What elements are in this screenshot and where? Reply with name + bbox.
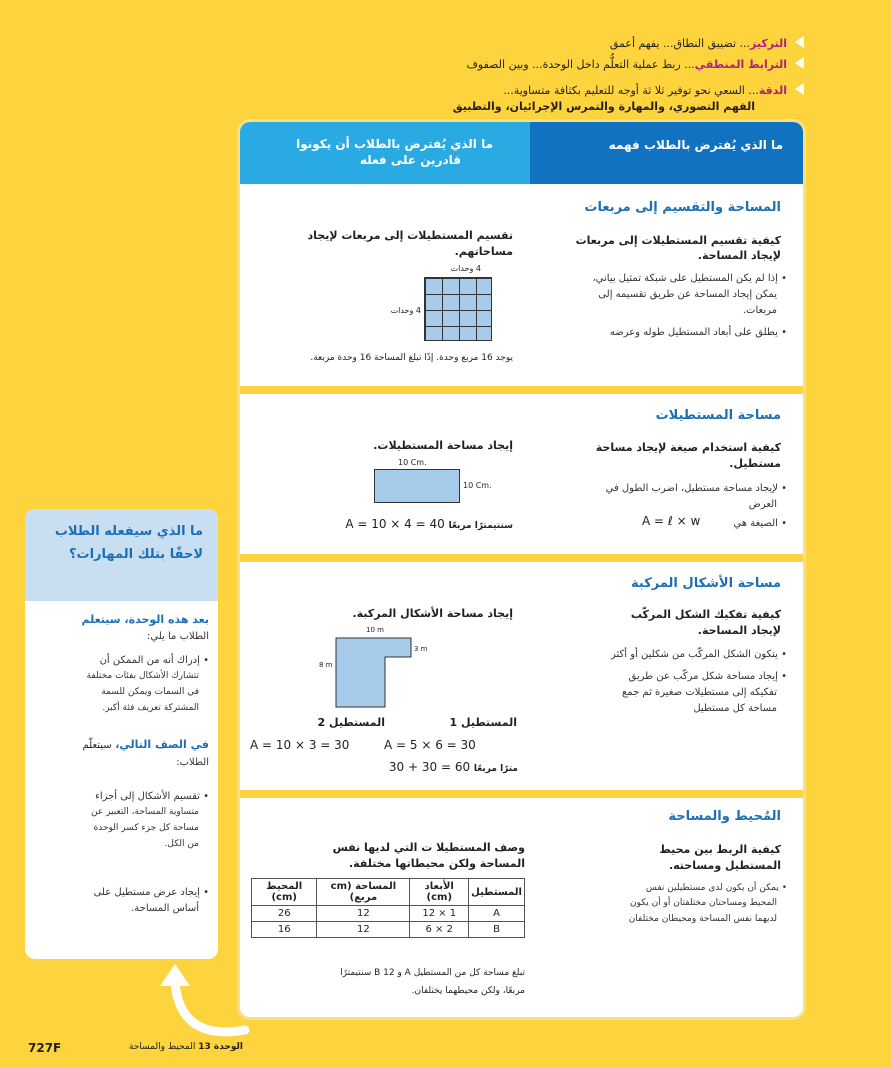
composite-sum: مترًا مربعًا 30 + 30 = 60: [388, 760, 518, 774]
header-understand: [530, 122, 803, 184]
section-title-rect-area: مساحة المستطيلات: [655, 408, 781, 423]
rect2-formula: A = 10 × 3 = 30: [250, 738, 350, 752]
focus-line: التركيز... تضييق النطاق... يفهم أعمق: [609, 37, 787, 50]
s2-right-bold: كيفية استخدام صيغة لإيجاد مساحة: [595, 441, 781, 454]
table-header: المساحة (cm مربع): [317, 879, 410, 906]
s1-bullet: • يطلق على أبعاد المستطيل طوله وعرضه: [609, 327, 787, 338]
curved-arrow-icon: [150, 960, 260, 1050]
side-p3: • إيجاد عرض مستطيل على: [93, 887, 209, 898]
s1-left-text: تقسيم المستطيلات إلى مربعات لإيجاد: [307, 229, 513, 242]
s4-bullet: • يمكن أن يكون لدى مستطيلين نفس: [645, 883, 787, 893]
bullet-arrow-icon: [795, 83, 804, 95]
side-h2: في الصف التالي، سيتعلّم: [82, 738, 209, 751]
grid-dim-side: 4 وحدات: [390, 306, 421, 315]
side-h1: بعد هذه الوحدة، سيتعلم: [81, 613, 209, 626]
side-p1: • إدراك أنه من الممكن أن: [99, 655, 209, 666]
s3-right-bold-2: لإيجاد المساحة.: [697, 624, 781, 637]
page-number: 727F: [28, 1041, 62, 1055]
side-p2-cont: من الكل.: [164, 839, 199, 849]
side-p1-cont: في السمات ويمكن للسمة: [101, 687, 199, 697]
table-row: [252, 922, 525, 938]
s3-bullet-cont: تفكيكه إلى مستطيلات صغيرة ثم جمع: [621, 687, 777, 698]
rect1-label: المستطيل 1: [449, 716, 517, 729]
s2-bullet: • لإيجاد مساحة مستطيل، اضرب الطول في: [605, 483, 787, 494]
s2-formula-lw: A = ℓ × w: [642, 514, 701, 528]
side-p1-cont: تتشارك الأشكال بفئات مختلفة: [86, 671, 199, 681]
divider: [240, 790, 803, 798]
s4-bullet-cont: لديهما نفس المساحة ومحيطان مختلفان: [628, 914, 777, 924]
s2-left-text: إيجاد مساحة المستطيلات.: [373, 439, 513, 452]
s1-bullet-cont: مربعات.: [742, 305, 777, 316]
rigor-line: الدقة... السعي نحو توفير ثلا ثة أوجه للتعليم بكثافة متساوية...: [503, 84, 787, 97]
unit-square-grid: [424, 277, 492, 341]
section-title-composite: مساحة الأشكال المركبة: [631, 576, 781, 591]
side-h1-2: الطلاب ما يلي:: [147, 631, 209, 642]
table-header-row: [252, 879, 525, 906]
rectangles-table: [251, 878, 525, 938]
s4-right-bold: كيفية الربط بين محيط: [659, 843, 781, 856]
header-able-text-1: ما الذي يُفترض بالطلاب أن يكونوا: [296, 137, 493, 151]
table-cell: A: [469, 906, 525, 922]
side-title: ما الذي سيفعله الطلاب: [54, 524, 203, 539]
rect-dim-side: 10 Cm.: [463, 481, 492, 490]
s4-note: تبلغ مساحة كل من المستطيل A و B 12 سنتيمترًا: [340, 968, 525, 978]
coherence-line: الترابط المنطقي... ربط عملية التعلُّم داخل الوحدة... وبين الصفوف: [466, 58, 787, 71]
s1-note: يوجد 16 مربع وحدة. إذًا تبلغ المساحة 16 وحدة مربعة.: [310, 353, 513, 363]
side-p2: • تقسيم الأشكال إلى أجزاء: [95, 791, 209, 802]
s1-bullet-cont: يمكن إيجاد المساحة عن طريق تقسيمه إلى: [598, 289, 777, 300]
table-cell: 6 × 2: [410, 922, 469, 938]
table-header: المستطيل: [469, 879, 525, 906]
table-cell: 12: [317, 906, 410, 922]
section-title-area-squares: المساحة والتقسيم إلى مربعات: [584, 200, 781, 215]
s2-formula: سنتيمترًا مربعًا A = 10 × 4 = 40: [345, 517, 513, 531]
s4-left-text: وصف المستطيلا ت التي لديها نفس: [332, 841, 525, 854]
s4-bullet-cont: المحيط ومساحتان مختلفتان أو أن يكون: [629, 898, 777, 908]
composite-dim-3: 3 m: [414, 645, 428, 653]
divider: [240, 554, 803, 562]
table-row: [252, 906, 525, 922]
side-p1-cont: المشتركة تعريف فئة أكبر.: [102, 703, 199, 713]
side-p2-cont: متساوية المساحة، التعبير عن: [91, 807, 199, 817]
rigor-line-2: الفهم التصوري، والمهارة والتمرس الإجرائيان، والتطبيق: [452, 100, 755, 113]
composite-dim-top: 10 m: [366, 626, 384, 634]
header-understand-text: ما الذي يُفترض بالطلاب فهمه: [608, 138, 783, 152]
s1-right-bold: كيفية تقسيم المستطيلات إلى مربعات: [575, 234, 781, 247]
side-p2-cont: مساحة كل جزء كسر الوحدة: [93, 823, 199, 833]
divider: [240, 386, 803, 394]
rectangle-shape: [374, 469, 460, 503]
s1-left-text-2: مساحاتهم.: [454, 245, 513, 258]
s3-left-text: إيجاد مساحة الأشكال المركبة.: [352, 607, 513, 620]
composite-shape: [335, 637, 415, 709]
table-header: الأبعاد (cm): [410, 879, 469, 906]
s3-bullet-cont: مساحة كل مستطيل: [693, 703, 777, 714]
s2-right-bold-2: مستطيل.: [729, 457, 781, 470]
table-cell: B: [469, 922, 525, 938]
s3-bullet: • إيجاد مساحة شكل مركّب عن طريق: [628, 671, 787, 682]
table-cell: 16: [252, 922, 317, 938]
composite-dim-8: 8 m: [319, 661, 333, 669]
rect1-formula: A = 5 × 6 = 30: [384, 738, 476, 752]
table-cell: 12: [317, 922, 410, 938]
side-p3-cont: أساس المساحة.: [131, 903, 199, 914]
table-cell: 12 × 1: [410, 906, 469, 922]
s3-bullet: • يتكون الشكل المركّب من شكلين أو أكثر: [610, 649, 787, 660]
s4-note-2: مربعًا، ولكن محيطهما يختلفان.: [411, 986, 525, 996]
bullet-arrow-icon: [795, 57, 804, 69]
s3-right-bold: كيفية تفكيك الشكل المركّب: [630, 608, 781, 621]
rect2-label: المستطيل 2: [317, 716, 385, 729]
s1-bullet: • إذا لم يكن المستطيل على شبكة تمثيل بياني،: [592, 273, 787, 284]
side-title-2: لاحقًا بتلك المهارات؟: [69, 547, 203, 562]
s2-bullet-cont: العرض: [748, 499, 777, 510]
table-cell: 26: [252, 906, 317, 922]
section-title-perimeter: المُحيط والمساحة: [668, 809, 781, 824]
table-header: المحيط (cm): [252, 879, 317, 906]
s4-left-text-2: المساحة ولكن محيطاتها مختلفة.: [348, 857, 525, 870]
footer-unit: الوحدة 13 المحيط والمساحة: [129, 1042, 243, 1052]
header-able-text-2: قادرين على فعله: [359, 153, 461, 167]
side-h2-2: الطلاب:: [176, 757, 209, 768]
s4-right-bold-2: المستطيل ومساحته.: [668, 859, 781, 872]
s2-bullet: • الصيغة هي: [733, 518, 787, 529]
grid-dim-top: 4 وحدات: [450, 264, 481, 273]
bullet-arrow-icon: [795, 36, 804, 48]
rect-dim-top: 10 Cm.: [398, 458, 427, 467]
s1-right-bold-2: لإيجاد المساحة.: [697, 249, 781, 262]
